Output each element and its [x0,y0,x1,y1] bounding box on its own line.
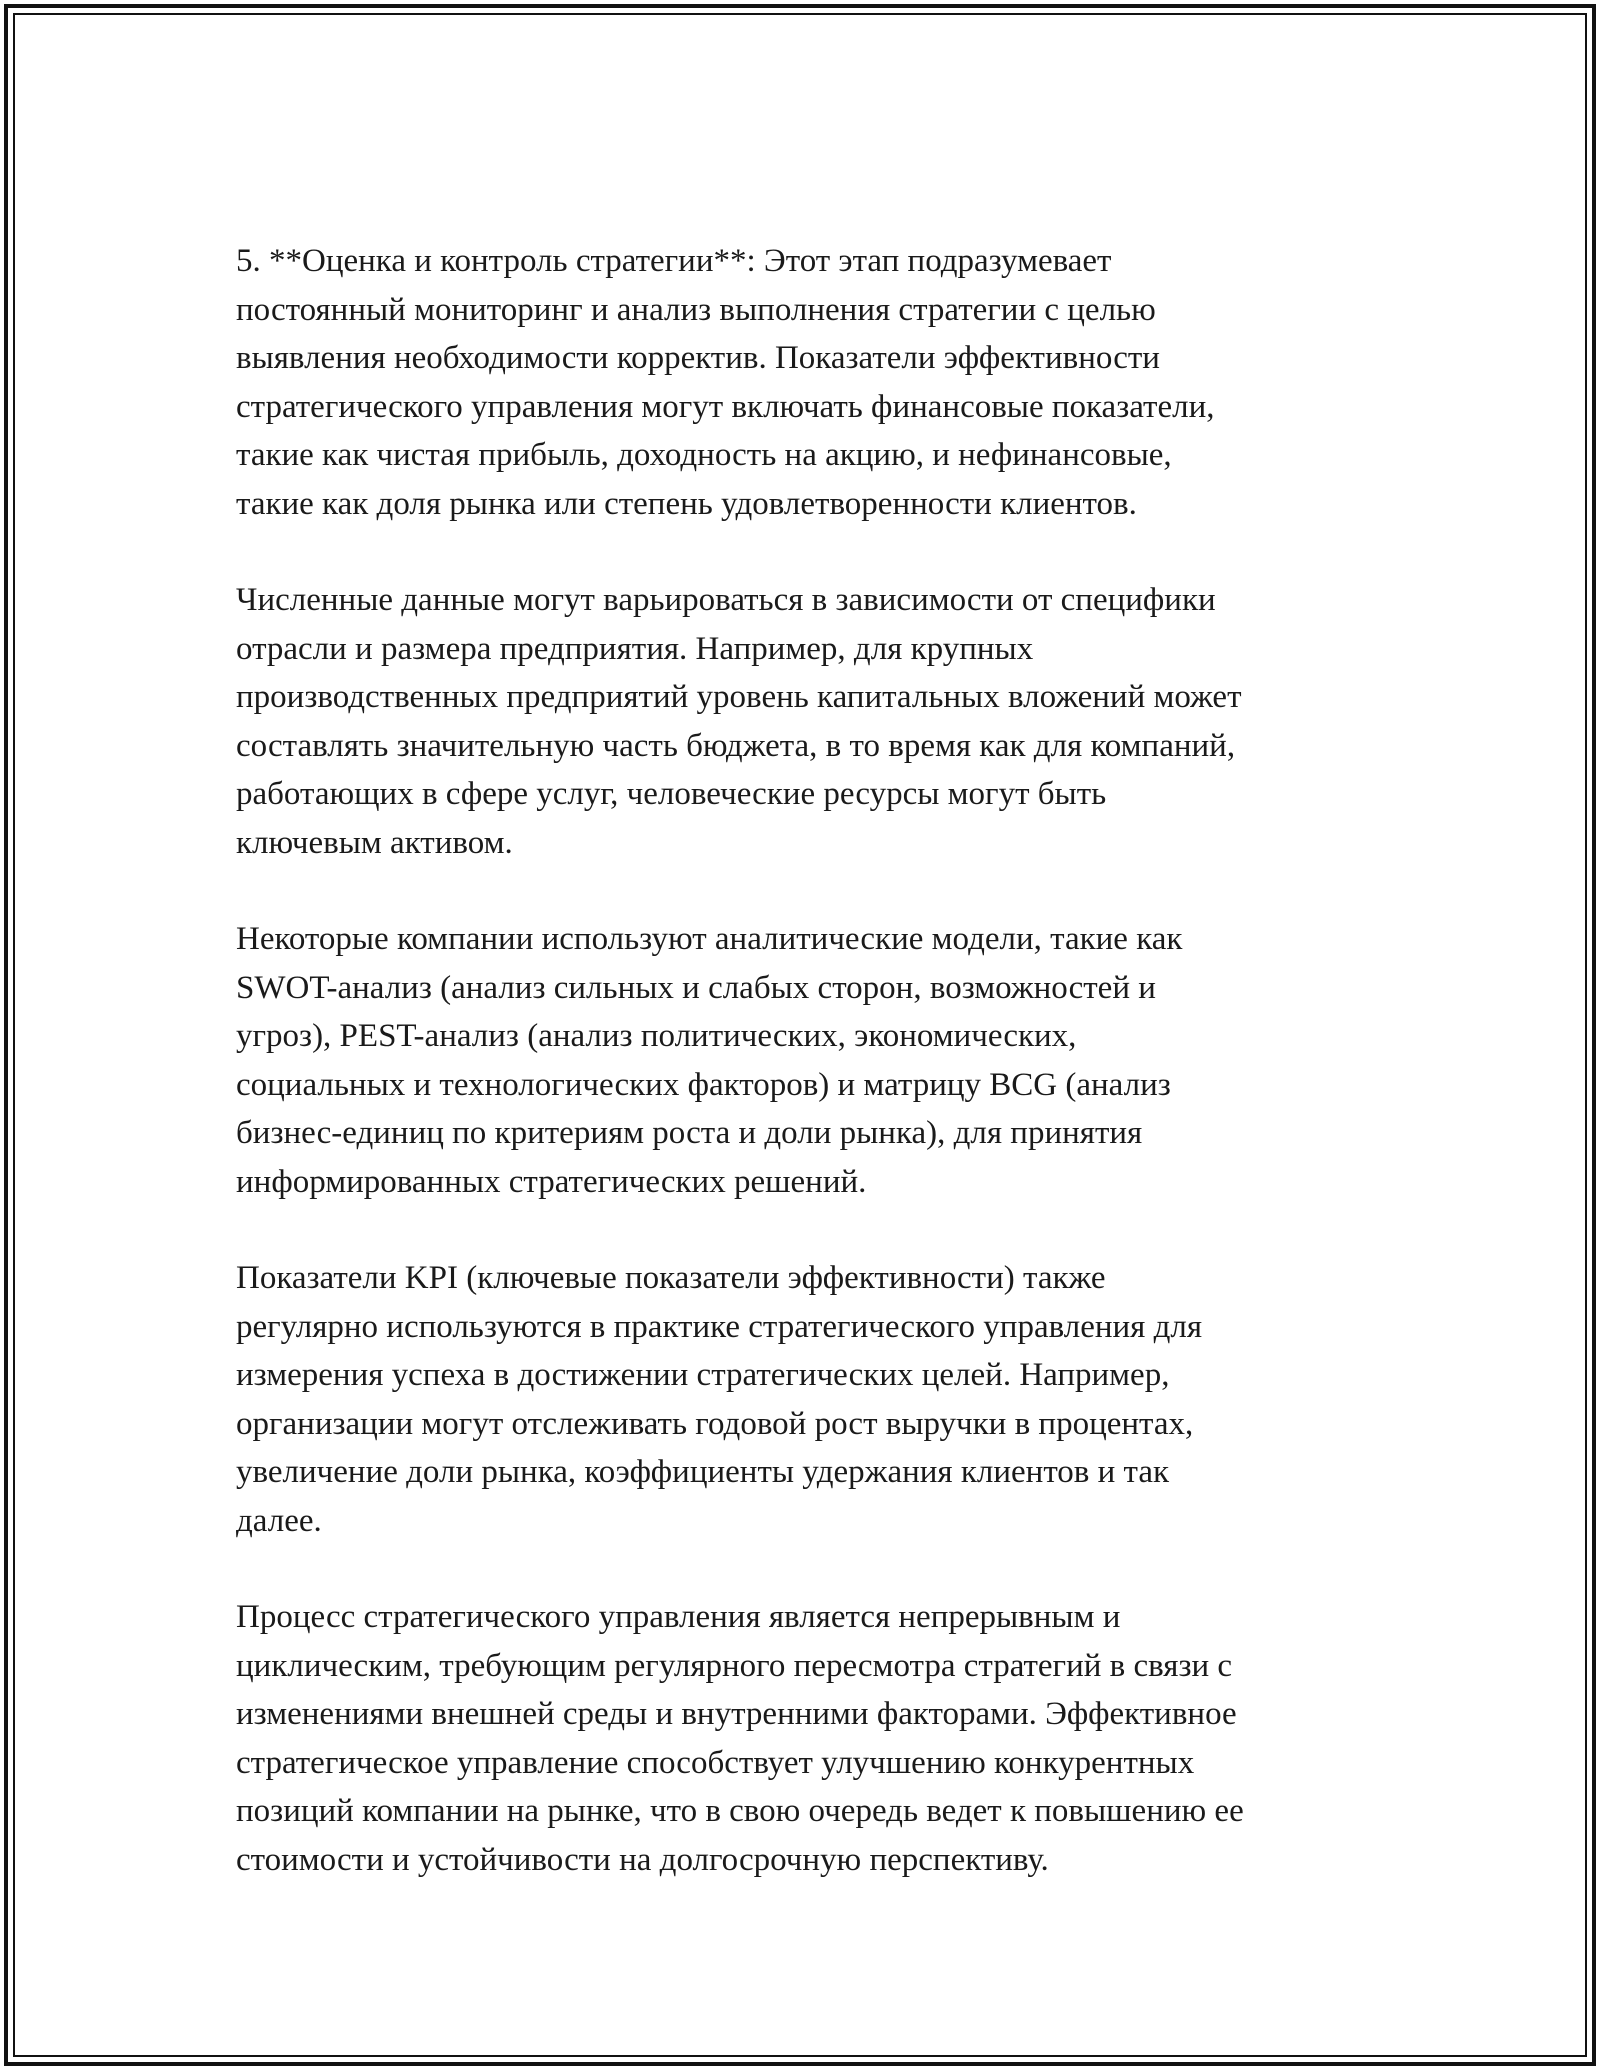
paragraph-numerical-data: Численные данные могут варьироваться в зависимости от специфики отрасли и размера предприятия. Например, для крупных производственных предприятий уровень капитальных вложений может составлять значительную часть бюджета, в то время как для компаний, работающих в сфере услуг, человеческие ресурсы могут быть ключевым активом. [236,582,1242,861]
paragraph-strategic-process: Процесс стратегического управления является непрерывным и циклическим, требующим регулярного пересмотра стратегий в связи с изменениями внешней среды и внутренними факторами. Эффективное стратегическое управление способствует улучшению конкурентных позиций компании на рынке, что в свою очередь ведет к повышению ее стоимости и устойчивости на долгосрочную перспективу. [236,1599,1244,1878]
paragraph-kpi: Показатели KPI (ключевые показатели эффективности) также регулярно используются в практике стратегического управления для измерения успеха в достижении стратегических целей. Например, организации могут отслеживать годовой рост выручки в процентах, увеличение доли рынка, коэффициенты удержания клиентов и так далее. [236,1260,1203,1539]
document-body [236,237,1416,1884]
paragraph-strategy-evaluation: 5. **Оценка и контроль стратегии**: Этот этап подразумевает постоянный мониторинг и анализ выполнения стратегии с целью выявления необходимости корректив. Показатели эффективности стратегического управления могут включать финансовые показатели, такие как чистая прибыль, доходность на акцию, и нефинансовые, такие как доля рынка или степень удовлетворенности клиентов. [236,243,1215,522]
paragraph-analytical-models: Некоторые компании используют аналитические модели, такие как SWOT-анализ (анализ сильных и слабых сторон, возможностей и угроз), PEST-анализ (анализ политических, экономических, социальных и технологических факторов) и матрицу BCG (анализ бизнес-единиц по критериям роста и доли рынка), для принятия информированных стратегических решений. [236,921,1183,1200]
